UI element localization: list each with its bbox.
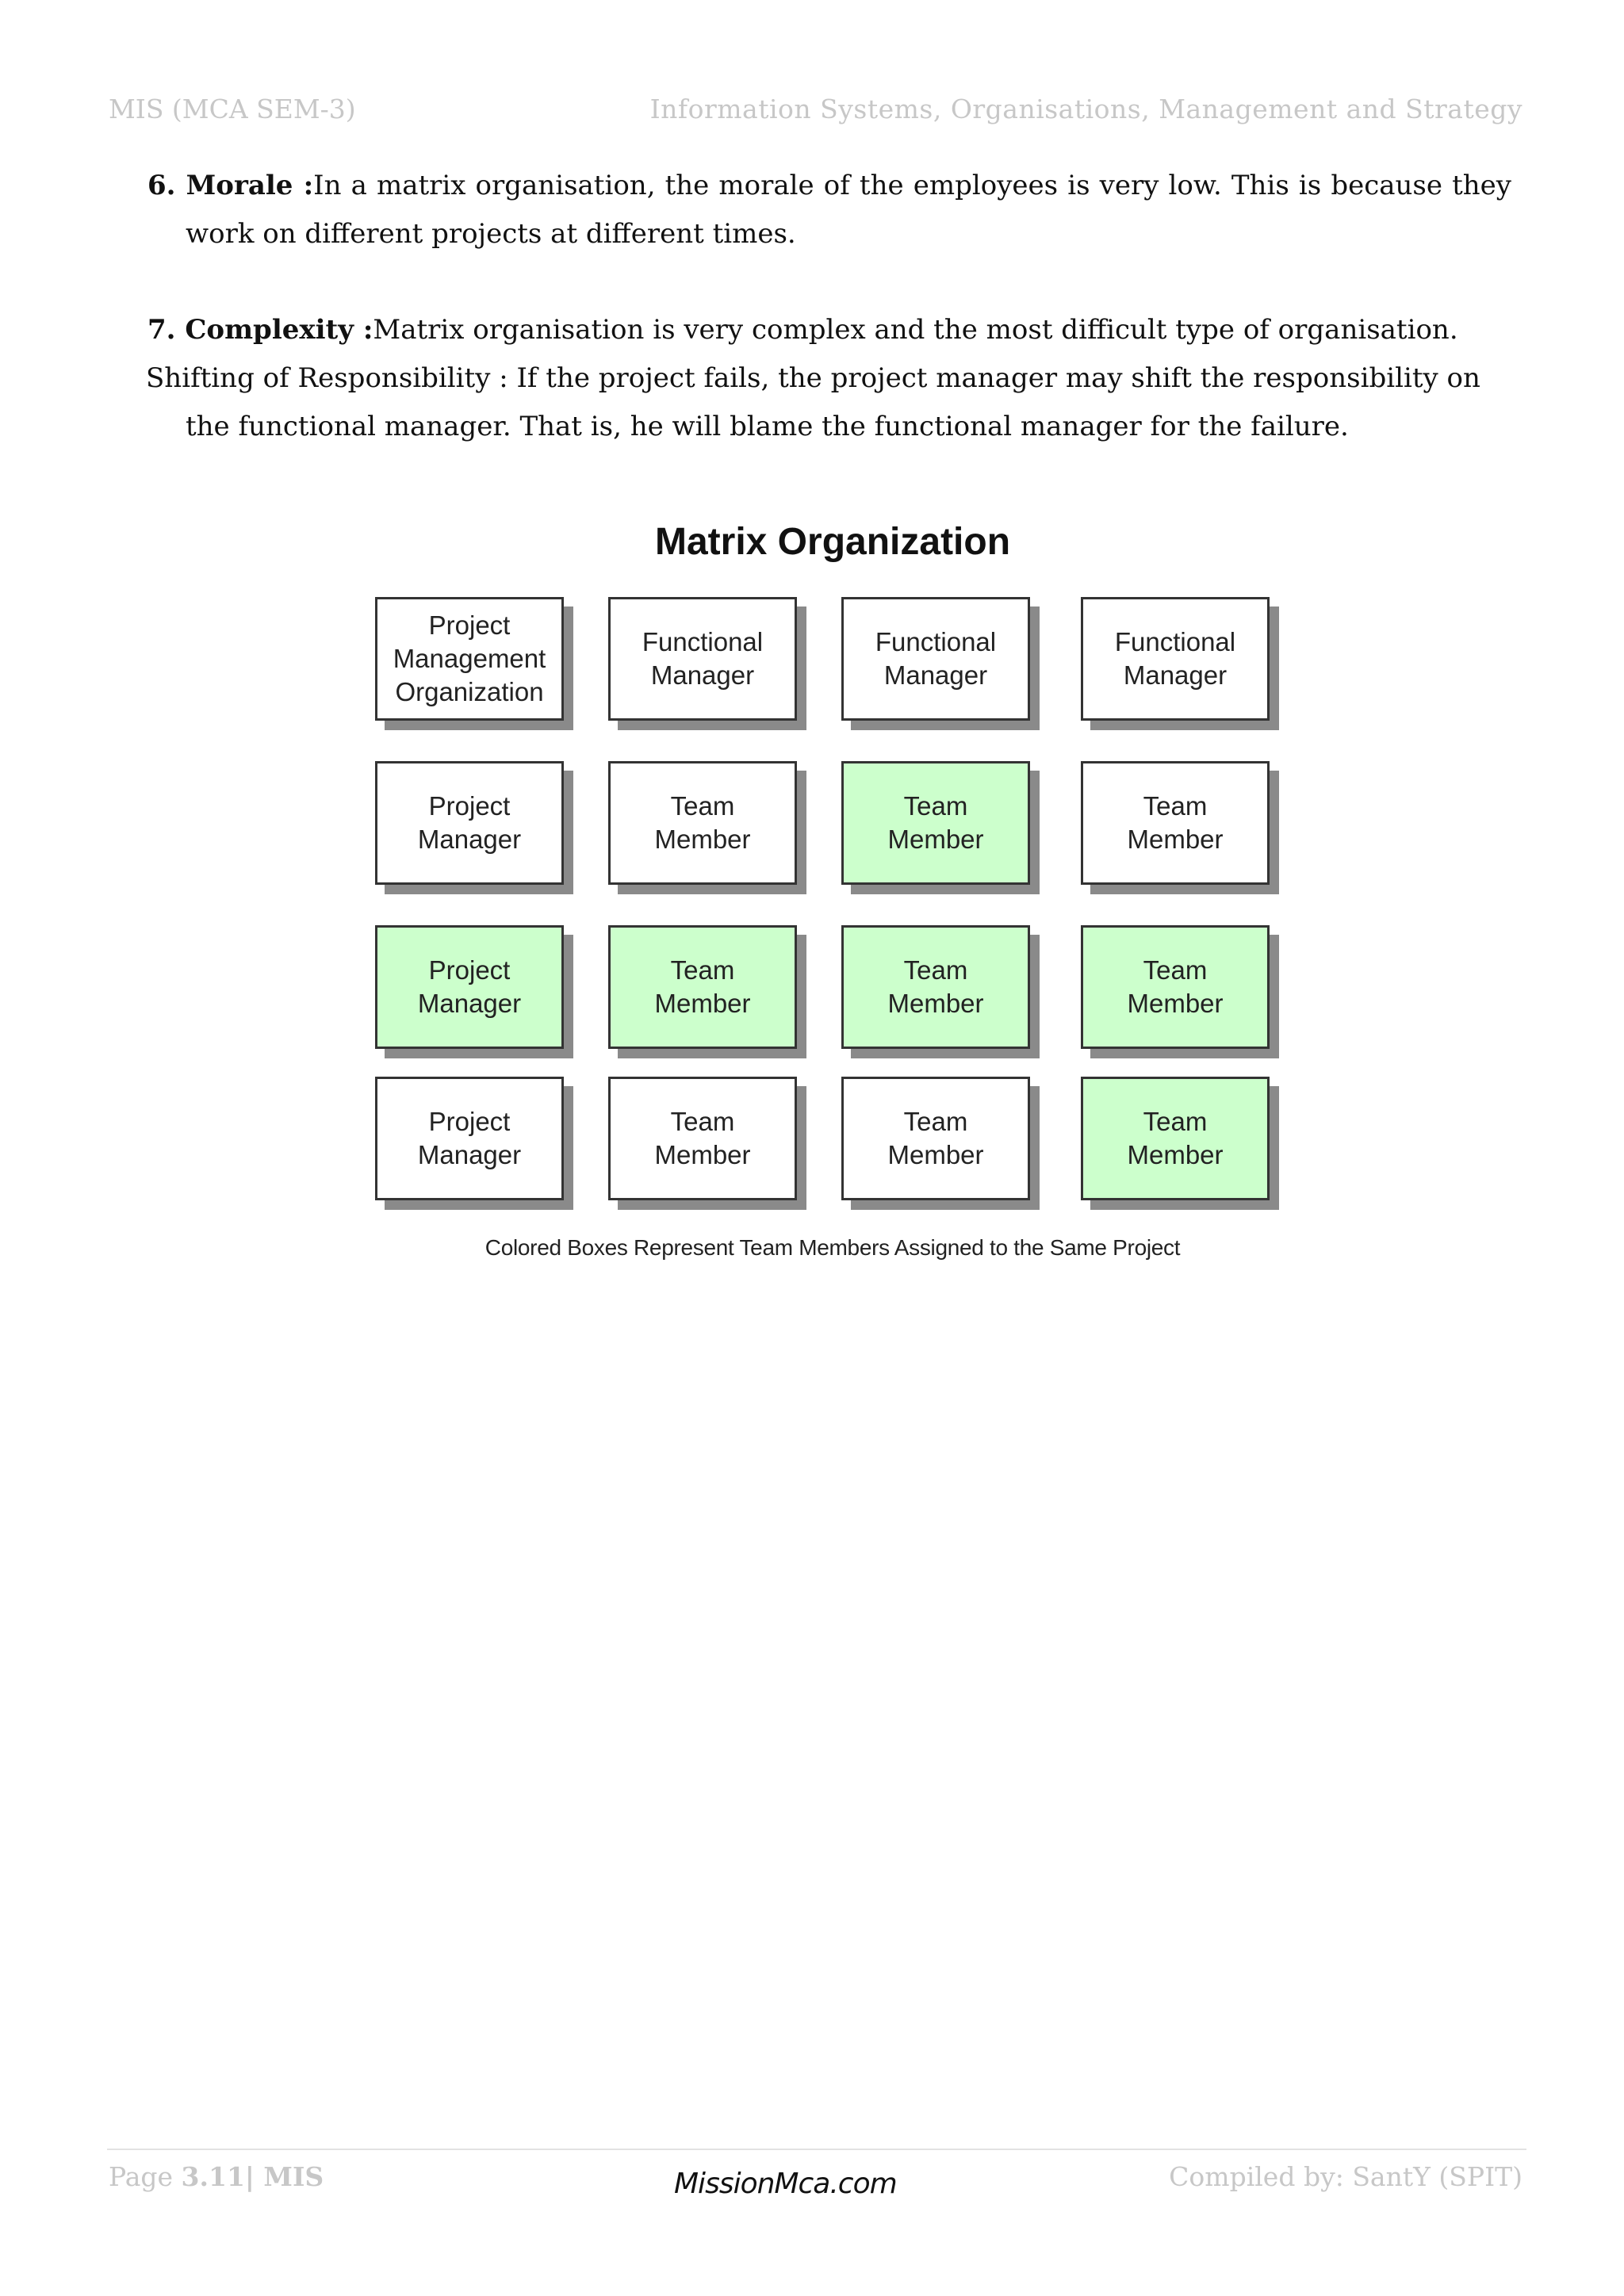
point-morale	[147, 162, 1511, 258]
point-complexity-label: 7. Complexity :	[147, 314, 373, 346]
matrix-box-r1-c3: Functional Manager	[841, 597, 1030, 721]
footer-divider	[107, 2149, 1526, 2150]
matrix-box-r4-c2: Team Member	[608, 1077, 797, 1200]
matrix-box-r4-c4: Team Member	[1081, 1077, 1270, 1200]
matrix-box-r3-c3: Team Member	[841, 925, 1030, 1049]
site-logo: MissionMca.com	[674, 2168, 897, 2200]
point-shifting: Shifting of Responsibility : If the project fails, the project manager may shift the responsibility on the functional manager. That is, he will blame the functional manager for the failure.	[146, 362, 1480, 442]
footer-page-prefix: Page	[109, 2161, 182, 2192]
page-footer	[109, 2161, 1522, 2201]
matrix-box-r4-c3: Team Member	[841, 1077, 1030, 1200]
matrix-box-r1-c2: Functional Manager	[608, 597, 797, 721]
matrix-box-r2-c1: Project Manager	[375, 761, 564, 885]
matrix-box-r4-c1: Project Manager	[375, 1077, 564, 1200]
point-complexity-text: Matrix organisation is very complex and the most difficult type of organisation.	[373, 314, 1458, 346]
footer-page	[109, 2161, 324, 2192]
matrix-box-r1-c4: Functional Manager	[1081, 597, 1270, 721]
body-text	[147, 162, 1511, 451]
header-course: MIS (MCA SEM-3)	[109, 94, 356, 124]
matrix-box-r2-c2: Team Member	[608, 761, 797, 885]
point-morale-label: 6. Morale :	[147, 170, 314, 201]
matrix-box-r1-c1: Project Management Organization	[375, 597, 564, 721]
figure-title: Matrix Organization	[654, 521, 1011, 563]
matrix-box-r2-c3: Team Member	[841, 761, 1030, 885]
page-header	[109, 94, 1522, 128]
header-chapter-title: Information Systems, Organisations, Management and Strategy	[649, 94, 1522, 124]
footer-page-number: 3.11| MIS	[181, 2161, 324, 2192]
figure-caption: Colored Boxes Represent Team Members Assigned to the Same Project	[485, 1235, 1181, 1260]
matrix-organization-figure	[365, 507, 1300, 1269]
point-morale-text: In a matrix organisation, the morale of the employees is very low. This is because they work on different projects at different times.	[186, 170, 1511, 250]
matrix-box-r3-c4: Team Member	[1081, 925, 1270, 1049]
matrix-box-r3-c2: Team Member	[608, 925, 797, 1049]
footer-compiled-by: Compiled by: SantY (SPIT)	[1169, 2161, 1522, 2192]
matrix-box-r3-c1: Project Manager	[375, 925, 564, 1049]
matrix-box-r2-c4: Team Member	[1081, 761, 1270, 885]
point-complexity	[147, 306, 1511, 354]
